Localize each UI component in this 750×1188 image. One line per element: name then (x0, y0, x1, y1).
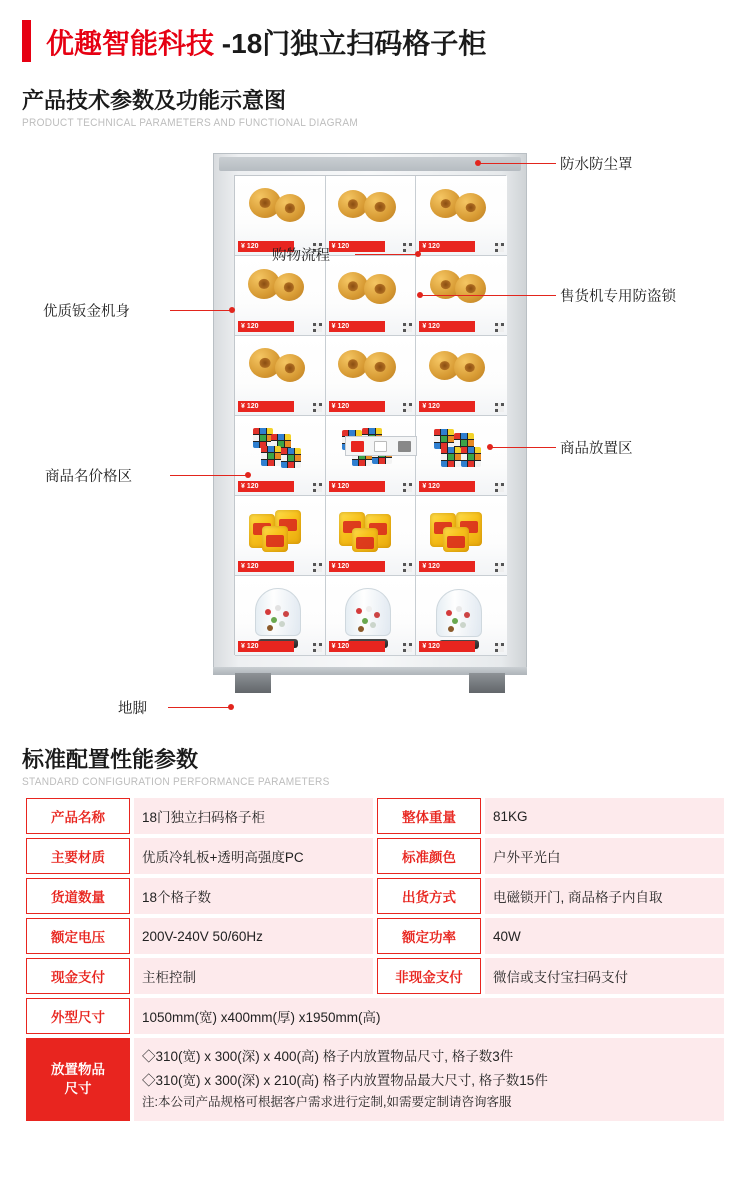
qr-code-icon[interactable] (403, 323, 412, 332)
locker-cell[interactable] (416, 496, 507, 576)
section-standard-config (0, 743, 750, 788)
spec-key-goods-size-line1: 放置物品 (51, 1062, 105, 1078)
table-row (26, 958, 724, 994)
qr-code-icon[interactable] (403, 243, 412, 252)
product-model: -18门独立扫码格子柜 (214, 28, 487, 59)
callout-price-area: 商品名价格区 (45, 469, 132, 485)
qr-code-icon[interactable] (495, 323, 504, 332)
price-tag: ¥ 120 (419, 641, 475, 652)
section2-title-cn: 标准配置性能参数 (22, 747, 199, 772)
spec-value: 200V-240V 50/60Hz (134, 918, 373, 954)
spec-value: 18个格子数 (134, 878, 373, 914)
goods-bread (235, 180, 325, 239)
callout-waterproof-cover: 防水防尘罩 (560, 157, 633, 173)
callout-sheet-metal-body: 优质钣金机身 (43, 304, 130, 320)
spec-key: 主要材质 (26, 838, 130, 874)
locker-cell[interactable] (416, 256, 507, 336)
price-tag: ¥ 120 (419, 321, 475, 332)
section2-title-en: STANDARD CONFIGURATION PERFORMANCE PARAMETERS (22, 776, 330, 788)
leader-line (170, 475, 248, 476)
price-tag: ¥ 120 (238, 401, 294, 412)
qr-code-icon[interactable] (313, 323, 322, 332)
qr-code-icon[interactable] (403, 563, 412, 572)
leader-dot (417, 292, 423, 298)
spec-key: 额定功率 (377, 918, 481, 954)
price-tag: ¥ 120 (419, 561, 475, 572)
qr-code-icon[interactable] (495, 563, 504, 572)
spec-value-goods-size (134, 1038, 724, 1121)
locker-cell[interactable] (235, 496, 326, 576)
section1-title-cn: 产品技术参数及功能示意图 (22, 88, 287, 113)
goods-bread (235, 260, 325, 319)
goods-bread (416, 180, 507, 239)
spec-value: 81KG (485, 798, 724, 834)
specifications-table-wrap (0, 794, 750, 1139)
qr-code-icon[interactable] (403, 483, 412, 492)
scan-payment-panel[interactable] (345, 436, 417, 456)
callout-shopping-flow: 购物流程 (272, 248, 330, 264)
locker-cell[interactable] (235, 336, 326, 416)
spec-value: 户外平光白 (485, 838, 724, 874)
table-row (26, 798, 724, 834)
goods-bread (326, 340, 416, 399)
goods-bread (326, 180, 416, 239)
locker-cell[interactable] (235, 416, 326, 496)
price-tag: ¥ 120 (419, 401, 475, 412)
panel-button-grey[interactable] (398, 441, 411, 452)
callout-goods-area: 商品放置区 (560, 441, 633, 457)
price-tag: ¥ 120 (329, 321, 385, 332)
goods-size-line2: ◇310(宽) x 300(深) x 210(高) 格子内放置物品最大尺寸, 格子数15件 (142, 1072, 548, 1088)
locker-cell[interactable] (326, 336, 417, 416)
locker-cell[interactable] (416, 336, 507, 416)
table-row (26, 838, 724, 874)
panel-button-red[interactable] (351, 441, 364, 452)
qr-code-icon[interactable] (403, 643, 412, 652)
spec-key: 货道数量 (26, 878, 130, 914)
locker-cell[interactable] (326, 256, 417, 336)
goods-bread (326, 260, 416, 319)
price-tag: ¥ 120 (238, 641, 294, 652)
spec-value-dimensions: 1050mm(宽) x400mm(厚) x1950mm(高) (134, 998, 724, 1034)
callout-foot: 地脚 (118, 701, 147, 717)
goods-rubik-cubes (416, 420, 507, 479)
price-tag: ¥ 120 (329, 481, 385, 492)
qr-code-icon[interactable] (495, 243, 504, 252)
qr-code-icon[interactable] (313, 403, 322, 412)
panel-display (374, 441, 387, 452)
locker-cell[interactable] (326, 176, 417, 256)
leader-dot (415, 251, 421, 257)
goods-snack-bag (416, 500, 507, 559)
spec-key: 出货方式 (377, 878, 481, 914)
leader-dot (487, 444, 493, 450)
goods-size-line1: ◇310(宽) x 300(深) x 400(高) 格子内放置物品尺寸, 格子数3件 (142, 1049, 514, 1064)
locker-cell[interactable] (326, 416, 417, 496)
spec-key: 产品名称 (26, 798, 130, 834)
brand-name: 优趣智能科技 (46, 28, 215, 59)
spec-value: 40W (485, 918, 724, 954)
qr-code-icon[interactable] (313, 643, 322, 652)
leader-line (478, 163, 556, 164)
leader-line (420, 295, 556, 296)
leader-dot (228, 704, 234, 710)
price-tag: ¥ 120 (329, 401, 385, 412)
machine-foot-right (469, 673, 505, 693)
goods-flower-dome (235, 580, 325, 639)
table-row (26, 998, 724, 1034)
qr-code-icon[interactable] (495, 643, 504, 652)
spec-key-dimensions: 外型尺寸 (26, 998, 130, 1034)
machine-foot-left (235, 673, 271, 693)
goods-bread (416, 340, 507, 399)
spec-key-goods-size-line2: 尺寸 (64, 1080, 92, 1096)
price-tag: ¥ 120 (329, 561, 385, 572)
qr-code-icon[interactable] (403, 403, 412, 412)
goods-snack-bag (326, 500, 416, 559)
spec-key: 整体重量 (377, 798, 481, 834)
spec-value: 电磁锁开门, 商品格子内自取 (485, 878, 724, 914)
leader-dot (245, 472, 251, 478)
goods-bread (235, 340, 325, 399)
price-tag: ¥ 120 (238, 321, 294, 332)
qr-code-icon[interactable] (495, 403, 504, 412)
price-tag: ¥ 120 (419, 481, 475, 492)
spec-key: 现金支付 (26, 958, 130, 994)
price-tag: ¥ 120 (238, 241, 294, 252)
price-tag: ¥ 120 (238, 481, 294, 492)
leader-line (168, 707, 230, 708)
spec-value: 18门独立扫码格子柜 (134, 798, 373, 834)
leader-line (355, 254, 418, 255)
section1-title-en: PRODUCT TECHNICAL PARAMETERS AND FUNCTIONAL DIAGRAM (22, 117, 359, 129)
locker-cell[interactable] (416, 176, 507, 256)
locker-cell[interactable] (326, 496, 417, 576)
machine-legs (213, 673, 527, 695)
goods-snack-bag (235, 500, 325, 559)
table-row (26, 1038, 724, 1121)
locker-cell[interactable] (235, 256, 326, 336)
leader-line (170, 310, 232, 311)
price-tag: ¥ 120 (329, 241, 385, 252)
spec-key-goods-size (26, 1038, 130, 1121)
callout-anti-theft-lock: 售货机专用防盗锁 (560, 289, 676, 305)
qr-code-icon[interactable] (313, 563, 322, 572)
goods-flower-dome (416, 580, 507, 639)
price-tag: ¥ 120 (238, 561, 294, 572)
goods-bread (416, 260, 507, 319)
locker-cell[interactable] (326, 576, 417, 656)
price-tag: ¥ 120 (329, 641, 385, 652)
locker-cell[interactable] (416, 576, 507, 656)
spec-value: 优质冷轧板+透明高强度PC (134, 838, 373, 874)
leader-dot (475, 160, 481, 166)
spec-value: 微信或支付宝扫码支付 (485, 958, 724, 994)
leader-line (490, 447, 556, 448)
price-tag: ¥ 120 (419, 241, 475, 252)
spec-key: 非现金支付 (377, 958, 481, 994)
vending-machine-illustration (213, 153, 527, 683)
leader-dot (229, 307, 235, 313)
goods-size-note: 注:本公司产品规格可根据客户需求进行定制,如需要定制请咨询客服 (142, 1095, 512, 1110)
specifications-table (22, 794, 728, 1125)
locker-cell[interactable] (416, 416, 507, 496)
table-row (26, 918, 724, 954)
goods-flower-dome (326, 580, 416, 639)
qr-code-icon[interactable] (495, 483, 504, 492)
spec-key: 额定电压 (26, 918, 130, 954)
table-row (26, 878, 724, 914)
locker-cell[interactable] (235, 576, 326, 656)
spec-value: 主柜控制 (134, 958, 373, 994)
qr-code-icon[interactable] (313, 483, 322, 492)
spec-key: 标准颜色 (377, 838, 481, 874)
goods-rubik-cubes (235, 420, 325, 479)
